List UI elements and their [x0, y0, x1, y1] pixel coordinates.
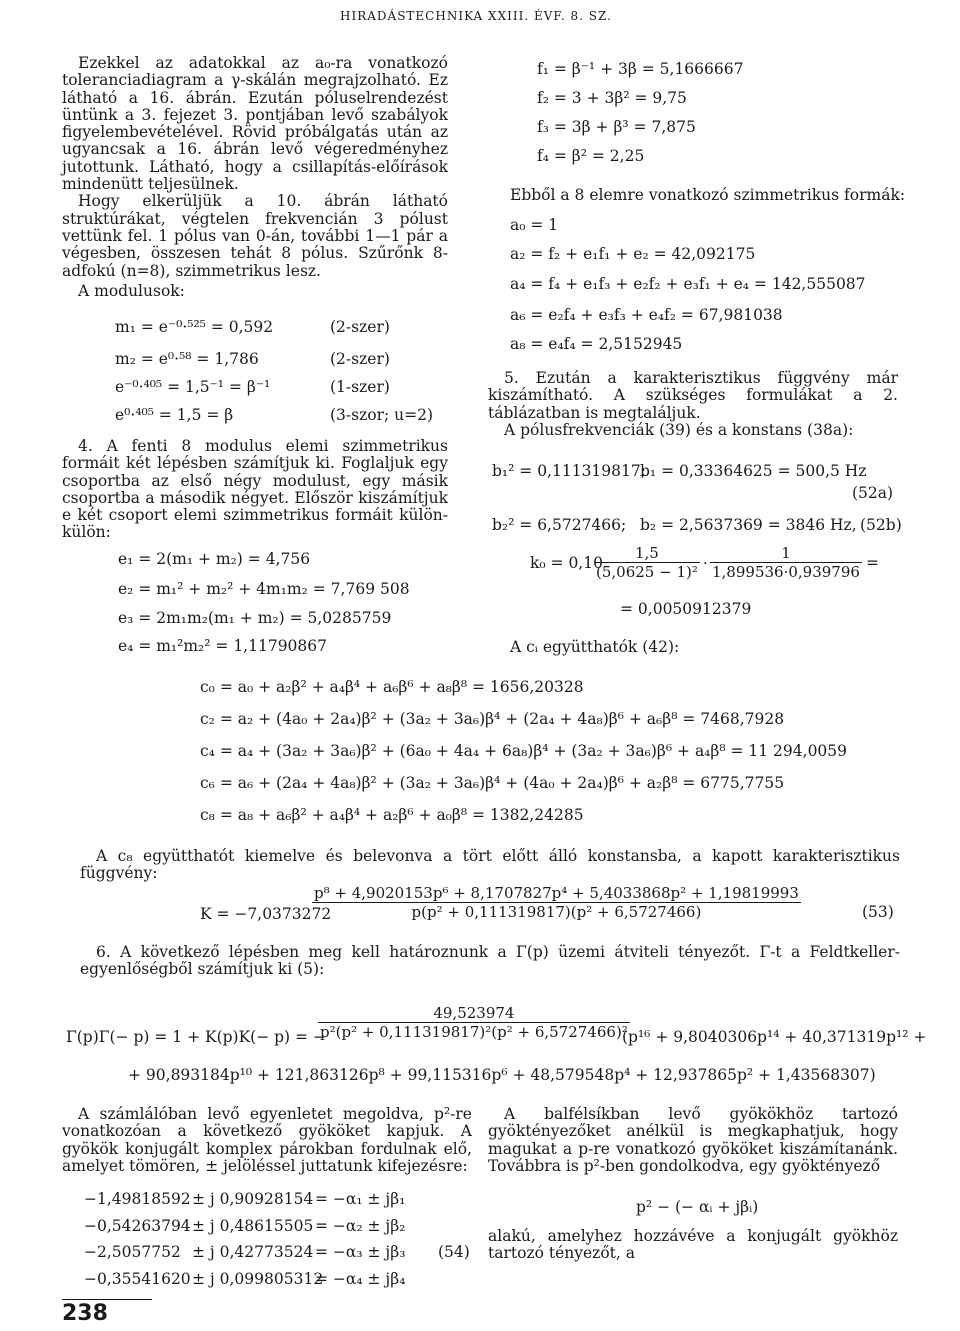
f2-value: f₂ = 3 + 3β² = 9,75 [537, 89, 687, 107]
modulus-m2: m₂ = e⁰·⁵⁸ = 1,786 [115, 350, 259, 368]
root-1-eq: = −α₁ ± jβ₁ [315, 1190, 406, 1208]
paragraph-step4: 4. A fenti 8 modulus elemi szimmetrikus formáit két lépésben számítjuk ki. Foglaljuk egy csoportba az első négy modulust, egy másik csoportba a második négyet. Először kiszámítjuk e két csoport elemi szimmetrikus formáit külön-külön: [62, 437, 448, 542]
bottom-left-paragraph-block [62, 1106, 472, 1175]
c0-value: c₀ = a₀ + a₂β² + a₄β⁴ + a₆β⁶ + a₈β⁸ = 1656,20328 [200, 678, 584, 696]
paragraph-step6: 6. A következő lépésben meg kell határoznunk a Γ(p) üzemi átviteli tényezőt. Γ-t a Feldtkeller-egyenlőségből számítjuk ki (5): [80, 943, 900, 979]
root-3-re: −2,5057752 [84, 1243, 181, 1261]
f3-value: f₃ = 3β + β³ = 7,875 [537, 118, 696, 136]
gamma-numerator: 49,523974 [433, 1004, 515, 1022]
sym-forms-intro: Ebből a 8 elemre vonatkozó szimmetrikus formák: [510, 186, 906, 204]
modulus-beta: e⁰·⁴⁰⁵ = 1,5 = β [115, 406, 234, 424]
left-column-top [62, 55, 448, 300]
root-2-eq: = −α₂ ± jβ₂ [315, 1217, 406, 1235]
a8-value: a₈ = e₄f₄ = 2,5152945 [510, 335, 683, 353]
page-number: 238 [62, 1301, 108, 1326]
gamma-polynomial-start: (p¹⁶ + 9,8040306p¹⁴ + 40,371319p¹² + [622, 1028, 927, 1046]
a2-value: a₂ = f₂ + e₁f₁ + e₂ = 42,092175 [510, 245, 756, 263]
e4-value: e₄ = m₁²m₂² = 1,11790867 [118, 637, 328, 655]
paragraph-c8 [80, 848, 900, 883]
e3-value: e₃ = 2m₁m₂(m₁ + m₂) = 5,0285759 [118, 609, 392, 627]
eq-54: (54) [438, 1243, 470, 1261]
c8-value: c₈ = a₈ + a₆β² + a₄β⁴ + a₂β⁶ + a₀β⁸ = 1382,24285 [200, 806, 584, 824]
modulus-intro: A modulusok: [78, 281, 185, 300]
bottom-right-paragraph-block [488, 1106, 898, 1175]
paragraph-step6-block [80, 944, 900, 979]
e2-value: e₂ = m₁² + m₂² + 4m₁m₂ = 7,769 508 [118, 580, 410, 598]
k0-denominator2: 1,899536·0,939796 [712, 563, 860, 581]
modulus-m1-note: (2-szer) [330, 318, 390, 336]
bottom-left-paragraph: A számlálóban levő egyenletet megoldva, p²-re vonatkozóan a következő gyököket kapjuk. A gyökök konjugált komplex párokban fordulnak elő, amelyet tömören, ± jelöléssel juttatunk kifejezésre: [62, 1105, 472, 1175]
k0-fraction1 [594, 544, 700, 581]
root-2-re: −0,54263794 [84, 1217, 191, 1235]
eq-53: (53) [862, 903, 894, 921]
k0-fraction2 [710, 544, 862, 581]
right-column-step5 [488, 370, 898, 439]
K-denominator: p(p² + 0,111319817)(p² + 6,5727466) [312, 902, 801, 921]
paragraph-step5: 5. Ezután a karakterisztikus függvény már kiszámítható. A szükséges formulákat a 2. táblázatban is megtaláljuk. [488, 369, 898, 422]
gamma-fraction [318, 1004, 630, 1041]
k0-numerator2: 1 [781, 544, 791, 562]
f1-value: f₁ = β⁻¹ + 3β = 5,1666667 [537, 60, 744, 78]
modulus-beta-inv-note: (1-szer) [330, 378, 390, 396]
f4-value: f₄ = β² = 2,25 [537, 147, 645, 165]
pole-frequencies-intro: A pólusfrekvenciák (39) és a konstans (38a): [504, 420, 854, 439]
footer-rule [62, 1299, 152, 1300]
b2-squared: b₂² = 6,5727466; [492, 516, 627, 534]
running-header: HIRADÁSTECHNIKA XXIII. ÉVF. 8. SZ. [340, 9, 612, 23]
k0-result: = 0,0050912379 [620, 600, 752, 618]
left-column-mid [62, 438, 448, 542]
k0-equals: = [866, 554, 879, 572]
k0-numerator1: 1,5 [635, 544, 659, 562]
gamma-polynomial-end: + 90,893184p¹⁰ + 121,863126p⁸ + 99,115316p⁶ + 48,579548p⁴ + 12,937865p² + 1,43568307) [128, 1066, 876, 1084]
modulus-m1: m₁ = e⁻⁰·⁵²⁵ = 0,592 [115, 318, 274, 336]
ci-intro: A cᵢ együtthatók (42): [510, 638, 680, 656]
e1-value: e₁ = 2(m₁ + m₂) = 4,756 [118, 550, 311, 568]
a4-value: a₄ = f₄ + e₁f₃ + e₂f₂ + e₃f₁ + e₄ = 142,555087 [510, 275, 866, 293]
root-2-im: ± j 0,48615505 [192, 1217, 314, 1235]
b2-value: b₂ = 2,5637369 = 3846 Hz, [640, 516, 857, 534]
root-4-re: −0,35541620 [84, 1270, 191, 1288]
gamma-denominator: p²(p² + 0,111319817)²(p² + 6,5727466)² [320, 1023, 628, 1041]
eq-52b: (52b) [860, 516, 902, 534]
modulus-beta-note: (3-szor; u=2) [330, 406, 434, 424]
K-fraction [312, 884, 801, 921]
root-factor-formula: p² − (− αᵢ + jβᵢ) [636, 1198, 759, 1216]
c2-value: c₂ = a₂ + (4a₀ + 2a₄)β² + (3a₂ + 3a₆)β⁴ + (2a₄ + 4a₈)β⁶ + a₆β⁸ = 7468,7928 [200, 710, 785, 728]
b1-squared: b₁² = 0,111319817; [492, 462, 646, 480]
root-3-eq: = −α₃ ± jβ₃ [315, 1243, 406, 1261]
modulus-m2-note: (2-szer) [330, 350, 390, 368]
K-numerator: p⁸ + 4,9020153p⁶ + 8,1707827p⁴ + 5,4033868p² + 1,19819993 [314, 884, 799, 902]
k0-lhs: k₀ = 0,10 [530, 554, 603, 572]
root-1-im: ± j 0,90928154 [192, 1190, 314, 1208]
b1-value: b₁ = 0,33364625 = 500,5 Hz [640, 462, 867, 480]
c6-value: c₆ = a₆ + (2a₄ + 4a₈)β² + (3a₂ + 3a₆)β⁴ + (4a₀ + 2a₄)β⁶ + a₂β⁸ = 6775,7755 [200, 774, 785, 792]
paragraph-structures: Hogy elkerüljük a 10. ábrán látható struktúrákat, végtelen frekvencián 3 pólust vettünk fel. 1 pólus van 0-án, további 1—1 pár a végesben, összesen tehát 8 pólus. Szűrőnk 8-adfokú (n=8), szimmetrikus lesz. [62, 192, 448, 280]
a0-value: a₀ = 1 [510, 216, 559, 234]
root-4-eq: = −α₄ ± jβ₄ [315, 1270, 406, 1288]
gamma-lhs: Γ(p)Γ(− p) = 1 + K(p)K(− p) = − [66, 1028, 326, 1046]
root-3-im: ± j 0,42773524 [192, 1243, 314, 1261]
bottom-right-paragraph2: alakú, amelyhez hozzávéve a konjugált gyökhöz tartozó tényezőt, a [488, 1227, 898, 1263]
root-4-im: ± j 0,099805312 [192, 1270, 324, 1288]
root-1-re: −1,49818592 [84, 1190, 191, 1208]
bottom-right-paragraph2-block [488, 1228, 898, 1263]
k0-denominator1: (5,0625 − 1)² [596, 563, 698, 581]
bottom-right-paragraph: A balfélsíkban levő gyökökhöz tartozó gyöktényezőket anélkül is megkaphatjuk, hogy magukat a p-re vonatkozó gyököket kiszámítanánk. Továbbra is p²-ben gondolkodva, egy gyöktényező [488, 1105, 898, 1175]
a6-value: a₆ = e₂f₄ + e₃f₃ + e₄f₂ = 67,981038 [510, 306, 783, 324]
paragraph-c8-text: A c₈ együtthatót kiemelve és belevonva a tört előtt álló konstansba, a kapott karakterisztikus függvény: [80, 847, 900, 883]
eq-52a: (52a) [852, 484, 894, 502]
paragraph-tolerance: Ezekkel az adatokkal az a₀-ra vonatkozó toleranciadiagram a γ-skálán megrajzolható. Ez látható a 16. ábrán. Ezután póluselrendezést üntünk a 3. fejezet 3. pontjában levő szabályok figyelembevételével. Rövid próbálgatás után az ugyancsak a 16. ábrán levő végeredményhez jutottunk. Látható, hogy a csillapítás-előírások mindenütt teljesülnek. [62, 54, 448, 194]
c4-value: c₄ = a₄ + (3a₂ + 3a₆)β² + (6a₀ + 4a₄ + 6a₈)β⁴ + (3a₂ + 3a₆)β⁶ + a₄β⁸ = 11 294,0059 [200, 742, 848, 760]
modulus-beta-inv: e⁻⁰·⁴⁰⁵ = 1,5⁻¹ = β⁻¹ [115, 378, 271, 396]
K-lhs: K = −7,0373272 [200, 905, 332, 923]
